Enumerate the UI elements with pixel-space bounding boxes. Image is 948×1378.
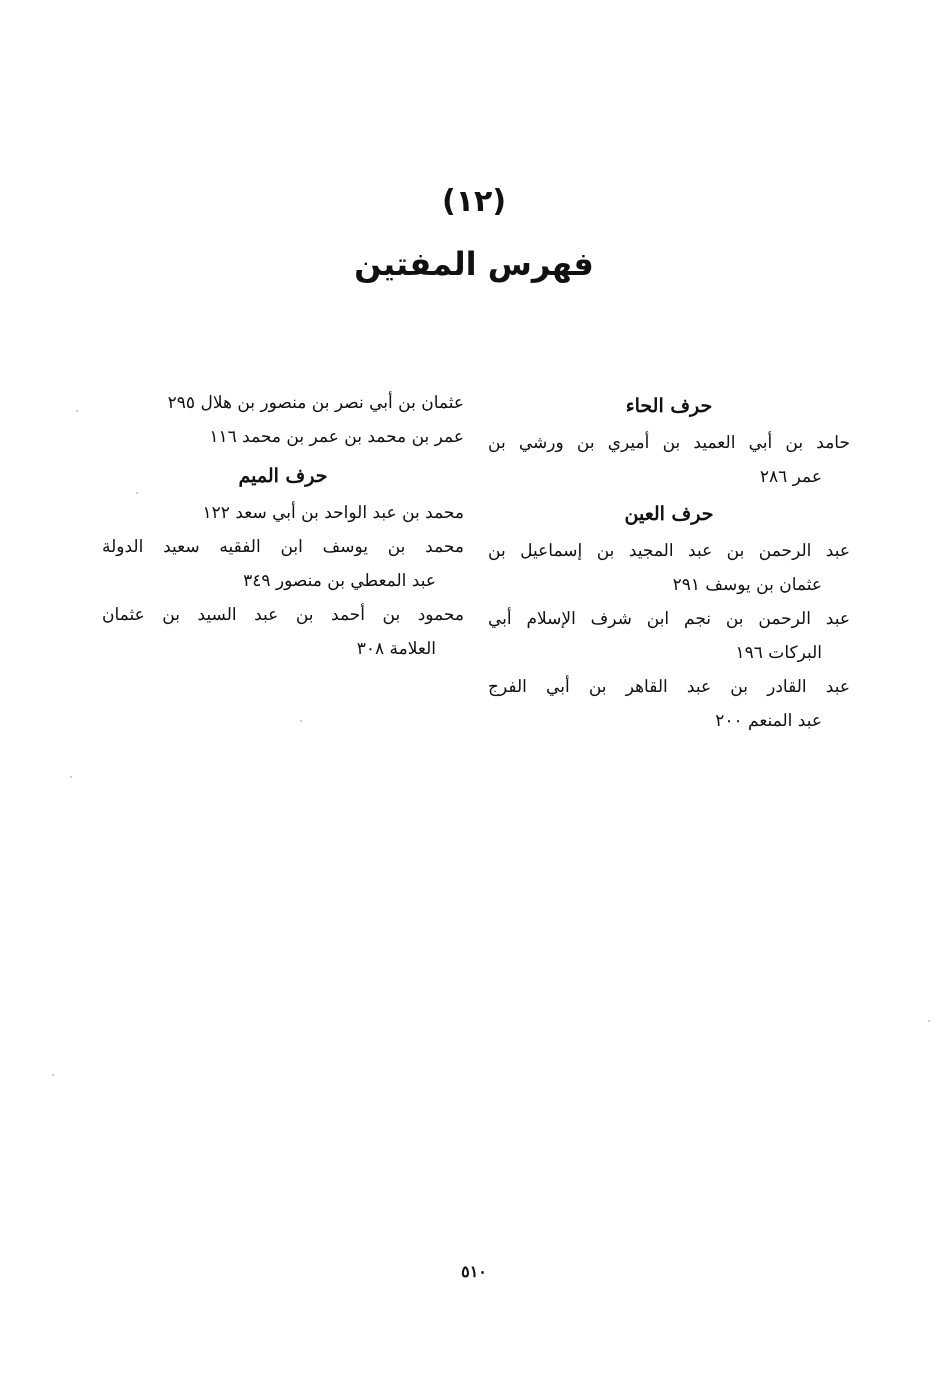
scan-speck xyxy=(70,776,72,778)
entry-line: عمر بن محمد بن عمر بن محمد ١١٦ xyxy=(209,427,464,447)
scan-speck xyxy=(136,492,138,494)
index-entry xyxy=(102,598,464,666)
entry-line-continuation: عبد المعطي بن منصور ٣٤٩ xyxy=(243,571,436,591)
entry-line-continuation: عمر ٢٨٦ xyxy=(759,467,822,487)
entry-line: محمود بن أحمد بن عبد السيد بن عثمان xyxy=(102,605,464,625)
index-entry xyxy=(102,420,464,454)
entry-line-continuation: العلامة ٣٠٨ xyxy=(356,639,436,659)
section-number: (١٢) xyxy=(441,184,507,219)
entry-line: محمد بن عبد الواحد بن أبي سعد ١٢٢ xyxy=(202,503,464,523)
scan-speck xyxy=(52,1074,54,1076)
index-entry xyxy=(102,496,464,530)
index-entry xyxy=(488,534,850,602)
index-entry xyxy=(488,602,850,670)
index-entry xyxy=(488,426,850,494)
index-entry xyxy=(102,386,464,420)
left-column xyxy=(102,386,464,666)
letter-heading-ayn: حرف العين xyxy=(624,503,714,525)
index-entry xyxy=(102,530,464,598)
entry-line: عثمان بن أبي نصر بن منصور بن هلال ٢٩٥ xyxy=(167,393,464,413)
entry-line: محمد بن يوسف ابن الفقيه سعيد الدولة xyxy=(102,537,464,557)
page-title: فهرس المفتين xyxy=(354,245,594,283)
scan-speck xyxy=(928,1020,930,1022)
entry-line-continuation: عبد المنعم ٢٠٠ xyxy=(715,711,822,731)
entry-line: عبد القادر بن عبد القاهر بن أبي الفرج xyxy=(488,677,850,697)
scan-speck xyxy=(76,410,78,412)
letter-heading-haa: حرف الحاء xyxy=(625,395,713,417)
entry-line: حامد بن أبي العميد بن أميري بن ورشي بن xyxy=(488,433,850,453)
scan-speck xyxy=(300,720,302,722)
entry-line: عبد الرحمن بن نجم ابن شرف الإسلام أبي xyxy=(488,609,850,629)
index-entry xyxy=(488,670,850,738)
letter-heading-meem: حرف الميم xyxy=(238,465,328,487)
entry-line: عبد الرحمن بن عبد المجيد بن إسماعيل بن xyxy=(488,541,850,561)
right-column xyxy=(488,386,850,738)
entry-line-continuation: عثمان بن يوسف ٢٩١ xyxy=(672,575,822,595)
entry-line-continuation: البركات ١٩٦ xyxy=(735,643,822,663)
page-number: ٥١٠ xyxy=(461,1262,487,1281)
